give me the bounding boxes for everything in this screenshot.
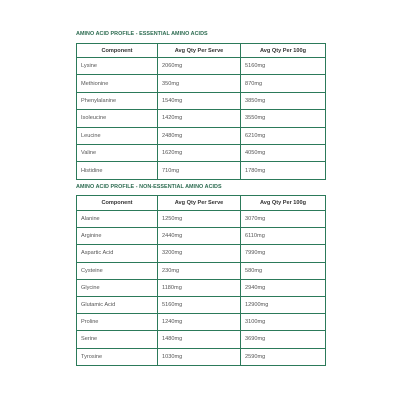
cell-qty-per-serve: 1420mg bbox=[158, 110, 241, 127]
table-row bbox=[77, 211, 326, 228]
cell-qty-per-100g: 6210mg bbox=[241, 127, 326, 144]
cell-qty-per-serve: 5160mg bbox=[158, 296, 241, 313]
cell-qty-per-serve: 2060mg bbox=[158, 58, 241, 75]
cell-component: Arginine bbox=[77, 228, 158, 245]
cell-component: Leucine bbox=[77, 127, 158, 144]
table-row bbox=[77, 162, 326, 179]
cell-qty-per-100g: 1780mg bbox=[241, 162, 326, 179]
table-row bbox=[77, 144, 326, 161]
table-row bbox=[77, 92, 326, 109]
cell-qty-per-100g: 3070mg bbox=[241, 211, 326, 228]
table-row bbox=[77, 245, 326, 262]
cell-qty-per-100g: 3850mg bbox=[241, 92, 326, 109]
cell-qty-per-serve: 1620mg bbox=[158, 144, 241, 161]
column-header-qty-per-serve: Avg Qty Per Serve bbox=[158, 196, 241, 211]
cell-component: Lysine bbox=[77, 58, 158, 75]
non-essential-amino-acids-table bbox=[76, 195, 326, 366]
table-header-row bbox=[77, 44, 326, 58]
table-row bbox=[77, 296, 326, 313]
cell-qty-per-serve: 2480mg bbox=[158, 127, 241, 144]
cell-qty-per-100g: 3550mg bbox=[241, 110, 326, 127]
table-row bbox=[77, 127, 326, 144]
cell-qty-per-serve: 3200mg bbox=[158, 245, 241, 262]
table-row bbox=[77, 110, 326, 127]
table-row bbox=[77, 58, 326, 75]
column-header-qty-per-100g: Avg Qty Per 100g bbox=[241, 196, 326, 211]
cell-component: Valine bbox=[77, 144, 158, 161]
table-header-row bbox=[77, 196, 326, 211]
essential-amino-acids-table bbox=[76, 43, 326, 180]
cell-component: Phenylalanine bbox=[77, 92, 158, 109]
table-row bbox=[77, 314, 326, 331]
cell-qty-per-serve: 1250mg bbox=[158, 211, 241, 228]
cell-qty-per-100g: 580mg bbox=[241, 262, 326, 279]
table-row bbox=[77, 262, 326, 279]
cell-qty-per-100g: 2940mg bbox=[241, 279, 326, 296]
cell-component: Glycine bbox=[77, 279, 158, 296]
column-header-qty-per-100g: Avg Qty Per 100g bbox=[241, 44, 326, 58]
cell-component: Isoleucine bbox=[77, 110, 158, 127]
cell-qty-per-100g: 12900mg bbox=[241, 296, 326, 313]
cell-component: Proline bbox=[77, 314, 158, 331]
cell-qty-per-100g: 3100mg bbox=[241, 314, 326, 331]
table-row bbox=[77, 228, 326, 245]
column-header-qty-per-serve: Avg Qty Per Serve bbox=[158, 44, 241, 58]
essential-section-title: AMINO ACID PROFILE - ESSENTIAL AMINO ACIDS bbox=[76, 31, 208, 37]
cell-qty-per-serve: 350mg bbox=[158, 75, 241, 92]
cell-qty-per-serve: 230mg bbox=[158, 262, 241, 279]
cell-qty-per-serve: 1240mg bbox=[158, 314, 241, 331]
cell-component: Cysteine bbox=[77, 262, 158, 279]
cell-qty-per-serve: 2440mg bbox=[158, 228, 241, 245]
cell-component: Aspartic Acid bbox=[77, 245, 158, 262]
cell-component: Histidine bbox=[77, 162, 158, 179]
cell-qty-per-100g: 7990mg bbox=[241, 245, 326, 262]
cell-component: Glutamic Acid bbox=[77, 296, 158, 313]
table-row bbox=[77, 279, 326, 296]
cell-component: Methionine bbox=[77, 75, 158, 92]
cell-qty-per-100g: 5160mg bbox=[241, 58, 326, 75]
cell-qty-per-100g: 870mg bbox=[241, 75, 326, 92]
cell-qty-per-100g: 6110mg bbox=[241, 228, 326, 245]
column-header-component: Component bbox=[77, 44, 158, 58]
cell-component: Tyrosine bbox=[77, 348, 158, 365]
non-essential-section-title: AMINO ACID PROFILE - NON-ESSENTIAL AMINO ACIDS bbox=[76, 184, 222, 190]
table-row bbox=[77, 75, 326, 92]
cell-qty-per-serve: 1030mg bbox=[158, 348, 241, 365]
cell-component: Serine bbox=[77, 331, 158, 348]
table-row bbox=[77, 331, 326, 348]
column-header-component: Component bbox=[77, 196, 158, 211]
cell-qty-per-serve: 1480mg bbox=[158, 331, 241, 348]
cell-qty-per-100g: 4050mg bbox=[241, 144, 326, 161]
cell-qty-per-100g: 2590mg bbox=[241, 348, 326, 365]
cell-qty-per-serve: 1540mg bbox=[158, 92, 241, 109]
cell-component: Alanine bbox=[77, 211, 158, 228]
table-row bbox=[77, 348, 326, 365]
cell-qty-per-100g: 3690mg bbox=[241, 331, 326, 348]
cell-qty-per-serve: 1180mg bbox=[158, 279, 241, 296]
cell-qty-per-serve: 710mg bbox=[158, 162, 241, 179]
